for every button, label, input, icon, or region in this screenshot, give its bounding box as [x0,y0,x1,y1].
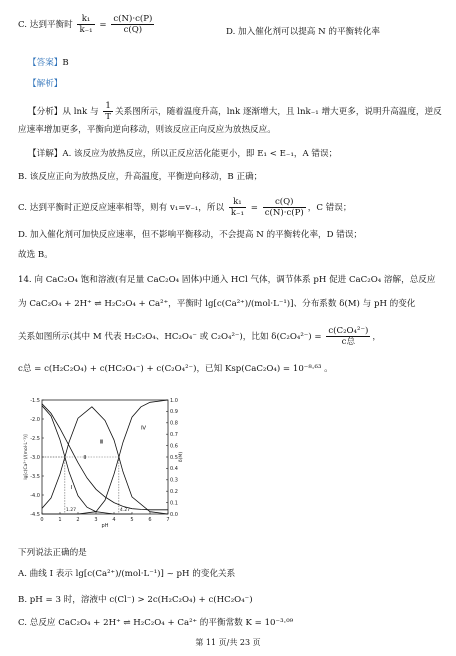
inverse-t-fraction: $\frac{1}{T}$ [105,101,112,122]
y-left-tick-label: -2.0 [30,416,40,423]
y-left-tick-label: -2.5 [30,435,40,442]
y-right-tick-label: 0.9 [170,409,178,416]
detail-line-c: C. 达到平衡时正逆反应速率相等，则有 v₁=v₋₁，所以 $\frac{\text{k₁}}{\text{k₋₁}}$ = $\frac{c(Q)}{c(N)\cdot c(P)}$ ，C 错误； [18,197,352,218]
fenxi-line-1: 【分析】从 lnk 与 $\frac{1}{T}$ 关系图所示，随着温度升高，lnk 逐渐增大，且 lnk₋₁ 增大更多，说明升高温度，逆反 [28,101,442,122]
curve-label: Ⅳ [141,425,147,432]
y-left-tick-label: -4.0 [30,492,40,499]
series-line-Ⅰ [42,406,132,514]
curve-label: Ⅲ [99,439,104,446]
detail-line-d: D. 加入催化剂可加快反应速率，但不影响平衡移动，不会提高 N 的平衡转化率，D 错误； [18,230,363,240]
answer-line: 【答案】B [28,58,69,68]
q14-stem-4: c总 = c(H₂C₂O₄) + c(HC₂O₄⁻) + c(C₂O₄²⁻)，已知 Ksp(CaC₂O₄) = 10⁻⁸·⁶³ 。 [18,364,333,374]
concentration-ratio-fraction: $\frac{c(N)\cdot c(P)}{c(Q)}$ [113,14,153,35]
y-right-tick-label: 0.3 [170,477,178,484]
y-right-tick-label: 0.2 [170,489,178,495]
curve-label: Ⅱ [83,454,87,461]
y-left-tick-label: -1.5 [30,397,40,404]
x-tick-label: 7 [166,517,170,523]
x-tick-label: 3 [94,517,98,523]
delta-fraction: $\frac{\text{c(C₂O₄²⁻)}}{\text{c总}}$ [328,326,369,347]
q14-stem-2: 为 CaC₂O₄ + 2H⁺ ⇌ H₂C₂O₄ + Ca²⁺，平衡时 lg[c(Ca²⁺)/(mol·L⁻¹)]、分布系数 δ(M) 与 pH 的变化 [18,299,416,309]
q14-option-c[interactable]: C. 总反应 CaC₂O₄ + 2H⁺ ⇌ H₂C₂O₄ + Ca²⁺ 的平衡常数 K = 10⁻³·⁰⁹ [18,618,294,628]
q13-option-c[interactable]: C. 达到平衡时 $\frac{\text{k₁}}{\text{k₋₁}}$ = $\frac{c(N)\cdot c(P)}{c(Q)}$ [18,14,153,35]
q13-option-d[interactable]: D. 加入催化剂可以提高 N 的平衡转化率 [226,27,380,37]
analysis-tag: 【解析】 [28,79,63,89]
y-right-tick-label: 0.1 [170,500,178,507]
q14-prompt: 下列说法正确的是 [18,548,87,558]
y-right-tick-label: 0.5 [170,454,178,461]
y-right-tick-label: 0.8 [170,420,178,427]
fenxi-line-2: 应速率增加更多，平衡向逆向移动，则该反应正向反应为放热反应。 [18,125,276,135]
distribution-chart [18,396,188,536]
q14-option-a[interactable]: A. 曲线 Ⅰ 表示 lg[c(Ca²⁺)/(mol·L⁻¹)] ~ pH 的变化关系 [18,569,236,579]
x-tick-label: 0 [40,517,44,523]
y-right-tick-label: 1.0 [170,397,178,404]
x-axis-label: pH [101,523,109,529]
y-right-tick-label: 0.4 [170,466,178,473]
series-line-Ⅱ [42,404,168,510]
curve-label: Ⅰ [70,484,73,491]
q14-option-b[interactable]: B. pH = 3 时，溶液中 c(Cl⁻) > 2c(H₂C₂O₄) + c(HC₂O₄⁻) [18,595,253,605]
annotation-label: 1.27 [65,508,77,513]
page-footer: 第 11 页/共 23 页 [195,638,261,647]
conclusion: 故选 B。 [18,250,53,260]
x-tick-label: 1 [58,517,62,523]
y-right-axis-label: δ(M) [179,451,184,463]
y-left-tick-label: -3.5 [30,473,40,480]
y-right-tick-label: 0.6 [170,443,178,450]
series-line-Ⅲ [42,407,168,514]
x-tick-label: 4 [112,517,116,523]
y-left-axis-label: lg[c(Ca²⁺)/(mol·L⁻¹)] [24,434,29,480]
detail-line-b: B. 该反应正向为放热反应，升高温度，平衡逆向移动，B 正确； [18,172,263,182]
x-tick-label: 6 [148,517,152,523]
k-ratio-fraction: $\frac{\text{k₁}}{\text{k₋₁}}$ [79,14,93,35]
detail-line-a: 【详解】A. 该反应为放热反应，所以正反应活化能更小，即 E₁ < E₋₁，A 错误； [28,149,338,159]
y-right-tick-label: 0.0 [170,511,178,518]
q14-stem-1: 14. 向 CaC₂O₄ 饱和溶液(有足量 CaC₂O₄ 固体)中通入 HCl 气体，调节体系 pH 促进 CaC₂O₄ 溶解，总反应 [18,275,436,285]
y-right-tick-label: 0.7 [170,432,178,438]
annotation-label: 4.27 [119,508,131,513]
y-left-tick-label: -3.0 [30,454,40,461]
x-tick-label: 2 [76,517,80,523]
x-tick-label: 5 [130,517,134,523]
y-left-tick-label: -4.5 [30,511,40,518]
q14-stem-3: 关系如图所示(其中 M 代表 H₂C₂O₄、HC₂O₄⁻ 或 C₂O₄²⁻)，比如 δ(C₂O₄²⁻) = $\frac{\text{c(C₂O₄²⁻)}}{\text{c总}}$ ， [18,326,381,347]
